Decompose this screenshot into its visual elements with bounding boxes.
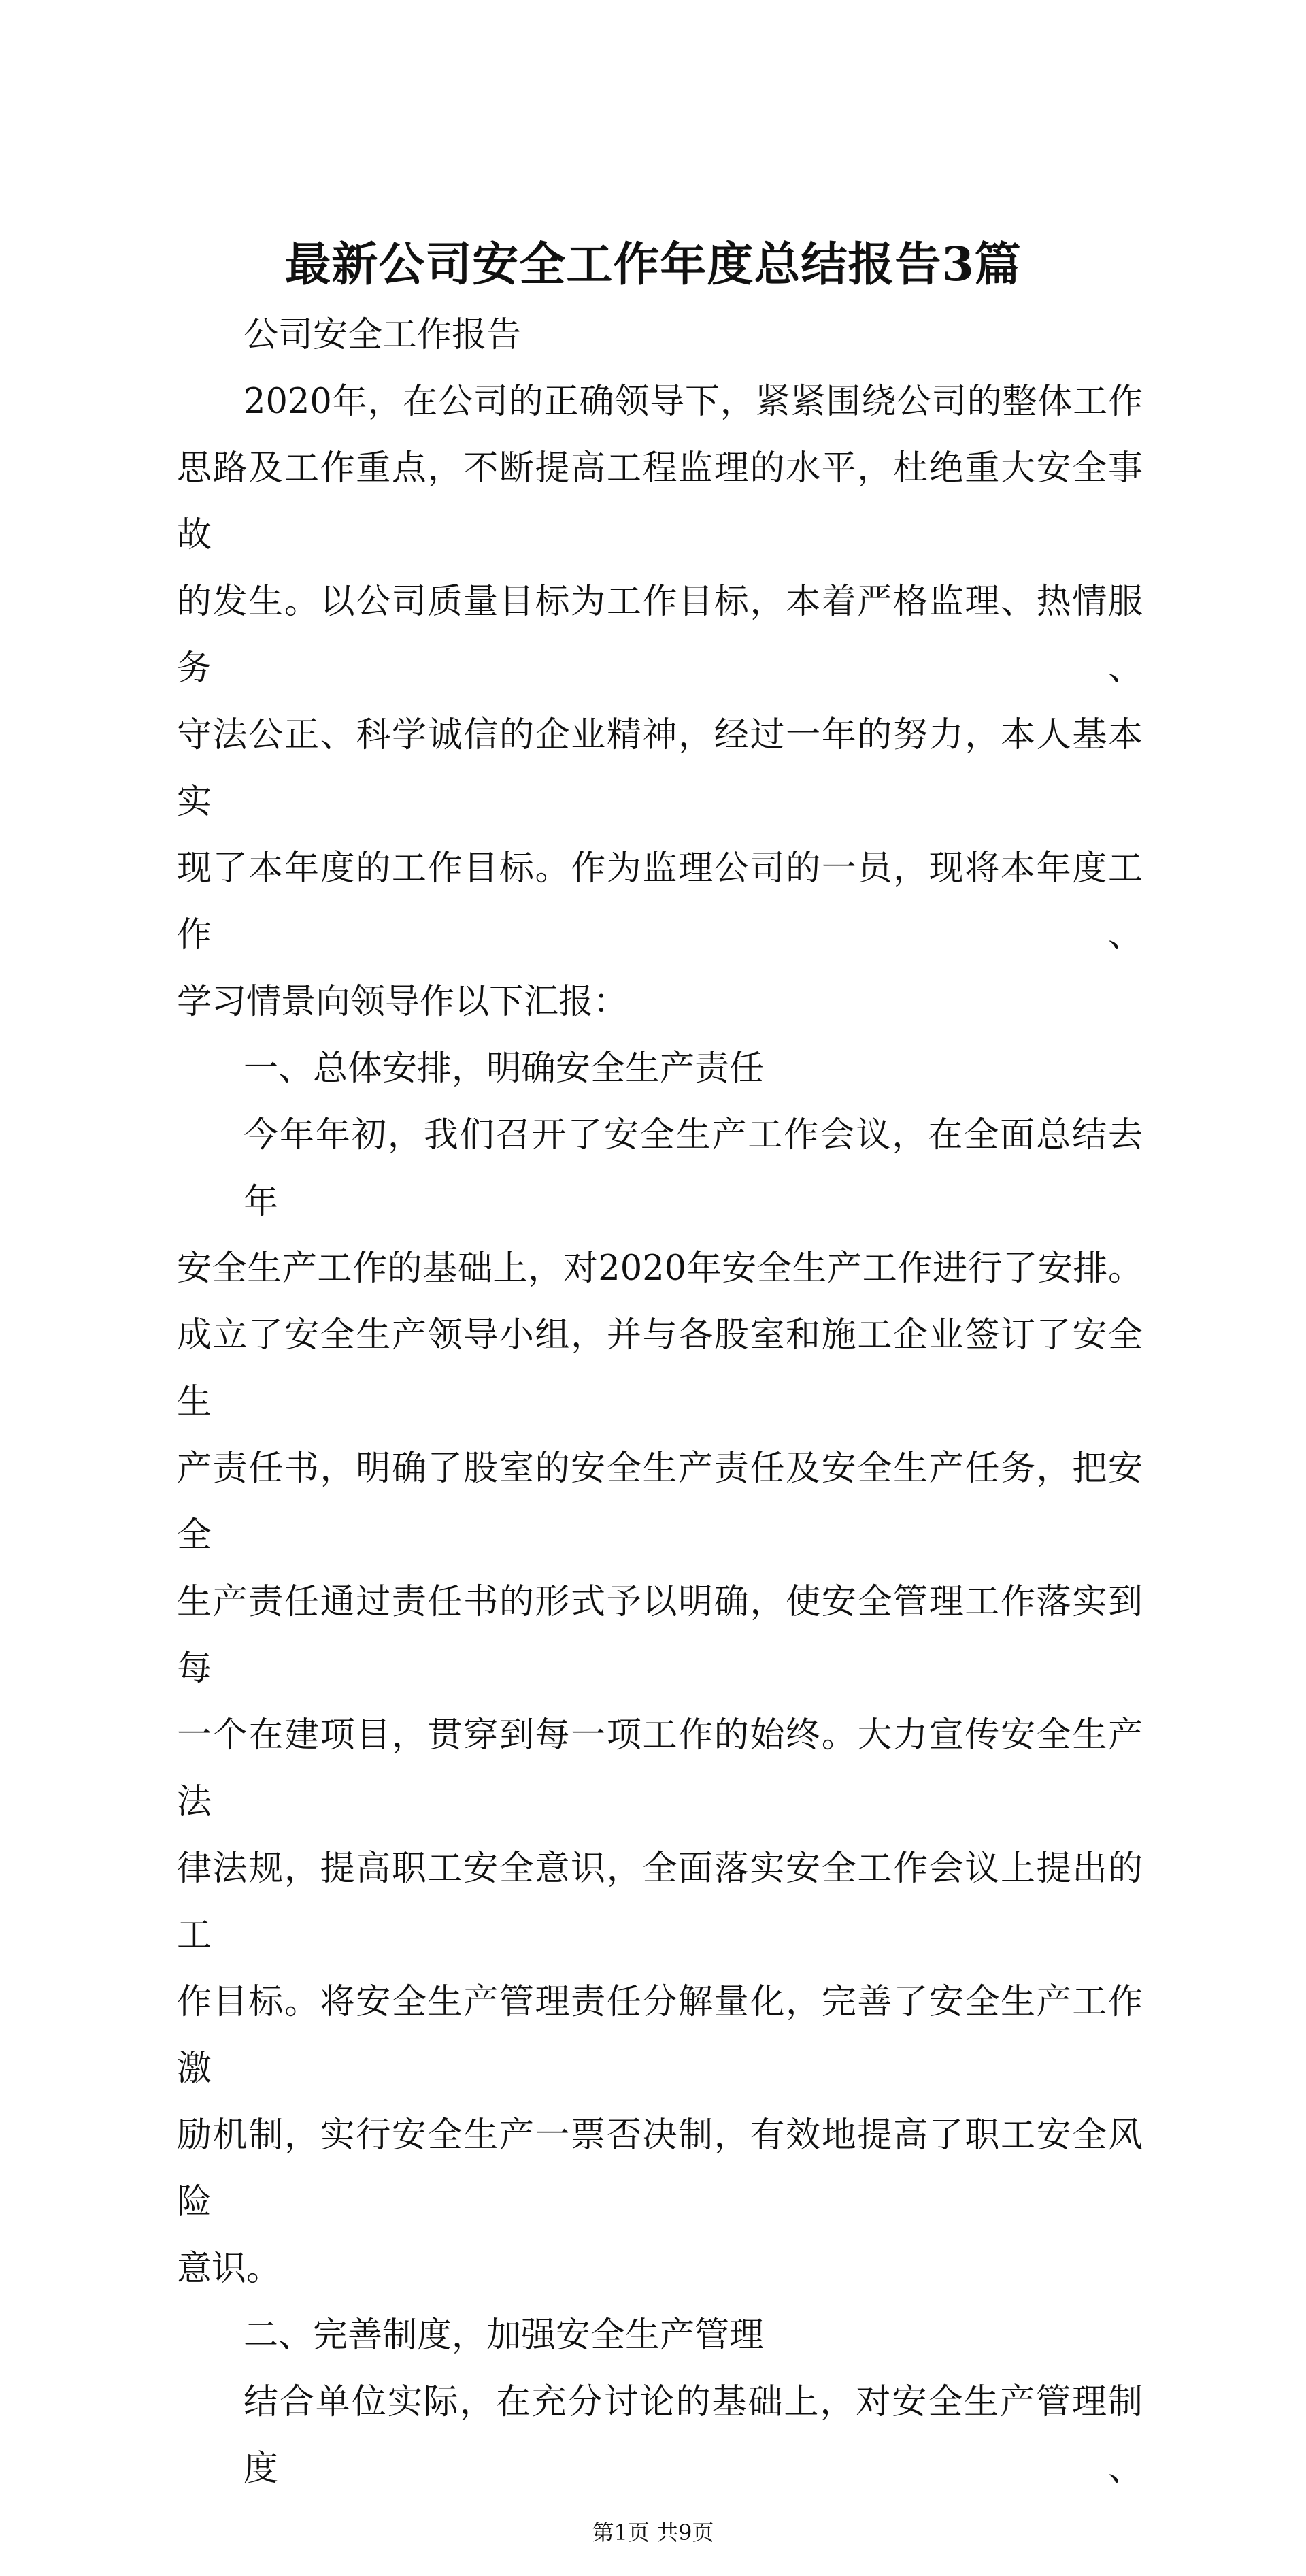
text-line: 生产责任通过责任书的形式予以明确，使安全管理工作落实到每 — [177, 1582, 1143, 1689]
text-line: 二、完善制度，加强安全生产管理 — [244, 2315, 765, 2356]
text-line: 成立了安全生产领导小组，并与各股室和施工企业签订了安全生 — [177, 1315, 1143, 1422]
text-line: 作目标。将安全生产管理责任分解量化，完善了安全生产工作激 — [177, 1982, 1143, 2089]
text-line: 一、总体安排，明确安全生产责任 — [244, 1048, 765, 1089]
text-line: 律法规，提高职工安全意识，全面落实安全工作会议上提出的工 — [177, 1849, 1143, 1955]
text-line: 守法公正、科学诚信的企业精神，经过一年的努力，本人基本实 — [177, 715, 1143, 822]
text-line: 一个在建项目，贯穿到每一项工作的始终。大力宣传安全生产法 — [177, 1715, 1143, 1822]
document-main — [0, 235, 1306, 2503]
text-line: 安全生产工作的基础上，对2020年安全生产工作进行了安排。 — [177, 1249, 1143, 1289]
document-title: 最新公司安全工作年度总结报告3篇 — [284, 237, 1022, 292]
document-body — [177, 302, 1143, 2503]
text-line: 意识。 — [177, 2249, 282, 2289]
text-line: 学习情景向领导作以下汇报： — [177, 982, 629, 1022]
text-line: 公司安全工作报告 — [244, 315, 522, 355]
text-line: 2020年，在公司的正确领导下，紧紧围绕公司的整体工作 — [244, 382, 1143, 422]
text-line: 结合单位实际，在充分讨论的基础上，对安全生产管理制度、 — [244, 2382, 1143, 2489]
text-line: 现了本年度的工作目标。作为监理公司的一员，现将本年度工作、 — [177, 848, 1143, 955]
text-line: 励机制，实行安全生产一票否决制，有效地提高了职工安全风险 — [177, 2115, 1143, 2222]
text-line: 的发生。以公司质量目标为工作目标，本着严格监理、热情服务、 — [177, 582, 1143, 689]
text-line: 今年年初，我们召开了安全生产工作会议，在全面总结去年 — [244, 1115, 1143, 1222]
text-line: 产责任书，明确了股室的安全生产责任及安全生产任务，把安全 — [177, 1449, 1143, 1555]
page-footer: 第1页 共9页 — [592, 2520, 714, 2545]
text-line: 思路及工作重点，不断提高工程监理的水平，杜绝重大安全事故 — [177, 448, 1143, 555]
